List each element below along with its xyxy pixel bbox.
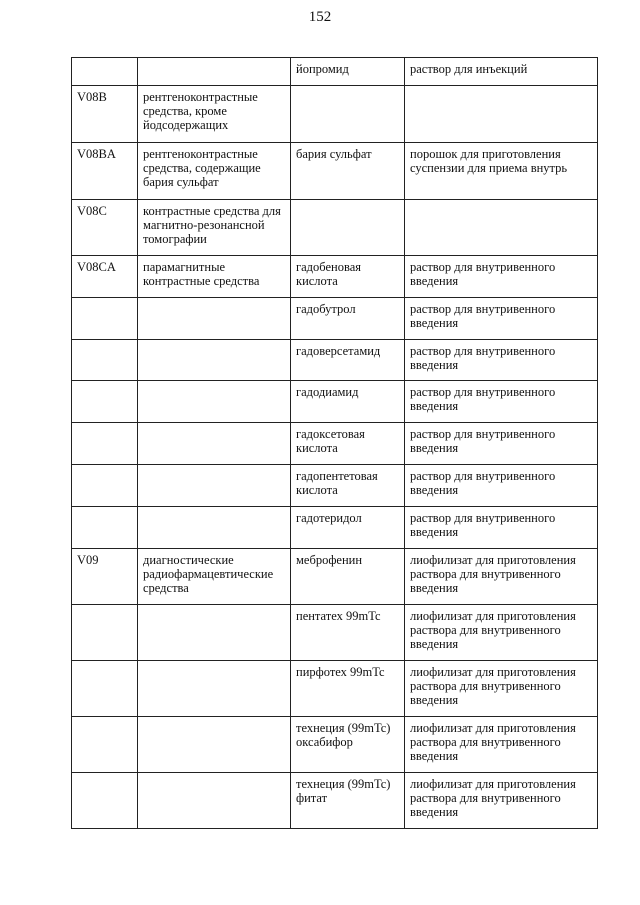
drug-name-cell: гадоверсетамид — [291, 340, 405, 381]
table-row — [72, 200, 598, 256]
atc-code-cell: V08B — [72, 86, 138, 143]
table-row — [72, 465, 598, 507]
group-cell — [138, 340, 291, 381]
group-cell: парамагнитные контрастные средства — [138, 256, 291, 298]
atc-code-cell — [72, 423, 138, 465]
atc-code-cell: V08C — [72, 200, 138, 256]
drug-name-cell: технеция (99mTc) фитат — [291, 773, 405, 829]
drug-name-cell: йопромид — [291, 58, 405, 86]
dosage-form-cell: лиофилизат для приготовления раствора для внутривенного введения — [405, 605, 598, 661]
dosage-form-cell: раствор для инъекций — [405, 58, 598, 86]
table-row — [72, 661, 598, 717]
dosage-form-cell: раствор для внутривенного введения — [405, 298, 598, 340]
drug-name-cell: гадотеридол — [291, 507, 405, 549]
atc-code-cell — [72, 773, 138, 829]
atc-code-cell — [72, 340, 138, 381]
drug-name-cell: гадобеновая кислота — [291, 256, 405, 298]
group-cell — [138, 423, 291, 465]
dosage-form-cell: раствор для внутривенного введения — [405, 340, 598, 381]
drug-name-cell: гадопентетовая кислота — [291, 465, 405, 507]
table-row — [72, 86, 598, 143]
atc-code-cell: V09 — [72, 549, 138, 605]
drug-name-cell: гадоксетовая кислота — [291, 423, 405, 465]
dosage-form-cell: лиофилизат для приготовления раствора для внутривенного введения — [405, 549, 598, 605]
drug-name-cell: пирфотех 99mTc — [291, 661, 405, 717]
dosage-form-cell: лиофилизат для приготовления раствора для внутривенного введения — [405, 773, 598, 829]
dosage-form-cell: лиофилизат для приготовления раствора для внутривенного введения — [405, 717, 598, 773]
drug-name-cell: технеция (99mTc) оксабифор — [291, 717, 405, 773]
drug-name-cell: пентатех 99mTc — [291, 605, 405, 661]
table-row — [72, 773, 598, 829]
dosage-form-cell: раствор для внутривенного введения — [405, 465, 598, 507]
group-cell — [138, 465, 291, 507]
table-row — [72, 717, 598, 773]
table-row — [72, 605, 598, 661]
group-cell — [138, 298, 291, 340]
table-row — [72, 256, 598, 298]
dosage-form-cell: раствор для внутривенного введения — [405, 507, 598, 549]
group-cell — [138, 773, 291, 829]
atc-code-cell — [72, 298, 138, 340]
atc-code-cell — [72, 605, 138, 661]
dosage-form-cell: раствор для внутривенного введения — [405, 256, 598, 298]
group-cell — [138, 717, 291, 773]
table-row — [72, 340, 598, 381]
atc-code-cell — [72, 661, 138, 717]
group-cell — [138, 381, 291, 423]
table-row — [72, 143, 598, 200]
dosage-form-cell: раствор для внутривенного введения — [405, 381, 598, 423]
dosage-form-cell: порошок для приготовления суспензии для приема внутрь — [405, 143, 598, 200]
drug-name-cell: меброфенин — [291, 549, 405, 605]
atc-code-cell — [72, 507, 138, 549]
group-cell: контрастные средства для магнитно-резонансной томографии — [138, 200, 291, 256]
atc-code-cell — [72, 717, 138, 773]
table-row — [72, 58, 598, 86]
dosage-form-cell — [405, 200, 598, 256]
atc-code-cell — [72, 58, 138, 86]
drug-name-cell: гадобутрол — [291, 298, 405, 340]
group-cell — [138, 661, 291, 717]
group-cell — [138, 58, 291, 86]
drug-name-cell: бария сульфат — [291, 143, 405, 200]
group-cell: диагностические радиофармацевтические средства — [138, 549, 291, 605]
table-row — [72, 298, 598, 340]
table-row — [72, 381, 598, 423]
group-cell — [138, 507, 291, 549]
dosage-form-cell: лиофилизат для приготовления раствора для внутривенного введения — [405, 661, 598, 717]
table-row — [72, 507, 598, 549]
drug-name-cell — [291, 86, 405, 143]
drug-name-cell — [291, 200, 405, 256]
atc-code-cell: V08BA — [72, 143, 138, 200]
dosage-form-cell — [405, 86, 598, 143]
table-row — [72, 549, 598, 605]
atc-code-cell — [72, 381, 138, 423]
drug-name-cell: гадодиамид — [291, 381, 405, 423]
group-cell — [138, 605, 291, 661]
page-number: 152 — [308, 9, 332, 25]
table-row — [72, 423, 598, 465]
group-cell: рентгеноконтрастные средства, содержащие бария сульфат — [138, 143, 291, 200]
drug-table — [71, 57, 598, 829]
atc-code-cell — [72, 465, 138, 507]
dosage-form-cell: раствор для внутривенного введения — [405, 423, 598, 465]
group-cell: рентгеноконтрастные средства, кроме йодсодержащих — [138, 86, 291, 143]
atc-code-cell: V08CA — [72, 256, 138, 298]
